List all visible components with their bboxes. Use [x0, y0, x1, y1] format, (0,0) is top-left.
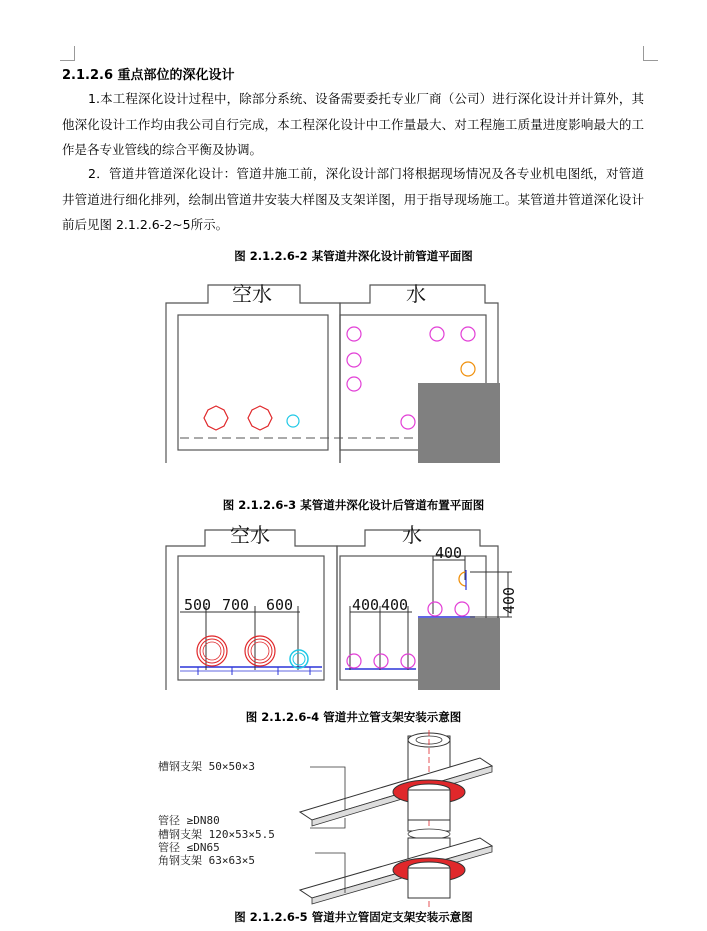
figure-4-caption: 图 2.1.2.6-4 管道井立管支架安装示意图 — [245, 710, 462, 724]
fig3-dim-top: 400 — [435, 544, 463, 562]
pipe-red-1 — [204, 406, 228, 430]
pipe-cyan — [290, 650, 308, 668]
fig3-left-label: 空水 — [230, 523, 270, 547]
label-pipe-dn65: 管径 ≤DN65 — [158, 841, 220, 854]
pipe-magenta — [428, 602, 442, 616]
section-heading: 2.1.2.6 重点部位的深化设计 — [62, 68, 235, 83]
figure-2-caption: 图 2.1.2.6-2 某管道井深化设计前管道平面图 — [234, 249, 473, 263]
fig3-dim-400a: 400 — [352, 596, 380, 614]
figure-3-after-plan — [160, 520, 525, 695]
page-corner-mark-right — [643, 46, 658, 61]
pipe-magenta — [455, 602, 469, 616]
pipe-red-2 — [245, 636, 275, 666]
fig3-dim-600: 600 — [266, 596, 294, 614]
page-corner-mark-left — [60, 46, 75, 61]
pipe-orange — [461, 362, 475, 376]
label-angle-support-63: 角钢支架 63×63×5 — [158, 854, 255, 867]
figure-4-support-diagram — [140, 730, 510, 910]
pipe-magenta — [374, 654, 388, 668]
pipe-red-1 — [197, 636, 227, 666]
figure-5-caption: 图 2.1.2.6-5 管道井立管固定支架安装示意图 — [234, 910, 473, 924]
pipe-magenta — [347, 327, 361, 341]
paragraph-1: 1.本工程深化设计过程中，除部分系统、设备需要委托专业厂商（公司）进行深化设计并计算外，其他深化设计工作均由我公司自行完成，本工程深化设计中工作量最大、对工程施工质量进度影响最大的工作是各专业管线的综合平衡及协调。 — [62, 91, 644, 157]
pipe-red-2 — [248, 406, 272, 430]
shaft-block — [418, 383, 500, 463]
paragraph-2: 2．管道井管道深化设计：管道井施工前，深化设计部门将根据现场情况及各专业机电图纸，对管道井管道进行细化排列，绘制出管道井安装大样图及支架详图，用于指导现场施工。某管道井管道深化设计前后见图 2.1.2.6-2~5所示。 — [62, 166, 644, 232]
fig3-dim-500: 500 — [184, 596, 212, 614]
shaft-block — [418, 618, 500, 690]
figure-3-caption: 图 2.1.2.6-3 某管道井深化设计后管道布置平面图 — [222, 498, 485, 512]
label-channel-support-50: 槽钢支架 50×50×3 — [158, 760, 255, 773]
pipe-cyan — [287, 415, 299, 427]
fig2-left-label: 空水 — [232, 282, 272, 306]
figure-2-before-plan — [160, 275, 510, 470]
pipe-magenta — [347, 377, 361, 391]
label-pipe-dn80: 管径 ≥DN80 — [158, 814, 220, 827]
pipe-magenta — [430, 327, 444, 341]
fig3-dim-side: 400 — [500, 586, 518, 614]
pipe-magenta — [401, 415, 415, 429]
pipe-magenta — [347, 353, 361, 367]
fig3-dim-700: 700 — [222, 596, 250, 614]
fig3-dim-400b: 400 — [381, 596, 409, 614]
fig3-right-label: 水 — [402, 523, 422, 547]
fig2-right-label: 水 — [406, 282, 426, 306]
label-channel-support-120: 槽钢支架 120×53×5.5 — [158, 828, 275, 841]
pipe-magenta — [347, 654, 361, 668]
pipe-magenta — [461, 327, 475, 341]
